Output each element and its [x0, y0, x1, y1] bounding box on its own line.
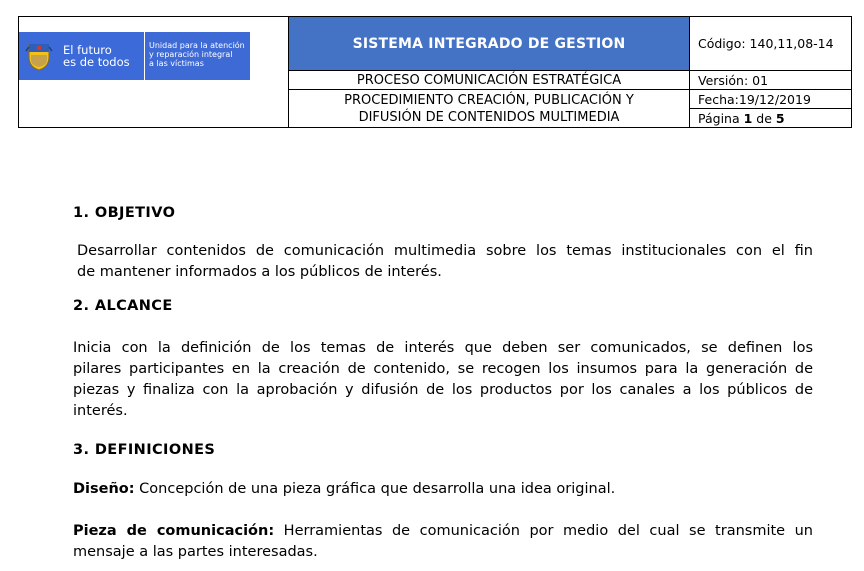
pieza-line-1 [73, 521, 813, 542]
page-mid: de [752, 110, 776, 126]
objetivo-line-2: de mantener informados a los públicos de interés. [77, 264, 442, 280]
alcance-line-2: pilares participantes en la creación de contenido, se recogen los insumos para la generación de [73, 361, 813, 377]
institution-logo [19, 32, 250, 80]
system-title: SISTEMA INTEGRADO DE GESTION [288, 16, 690, 71]
logo-unit-name [145, 32, 250, 80]
logo-subtext-2: y reparación integral [149, 50, 233, 59]
page-prefix: Página [698, 110, 744, 126]
definition-diseno [73, 479, 813, 500]
definition-pieza [73, 521, 813, 563]
section-body-alcance [73, 338, 813, 422]
procedure-line-1: PROCEDIMIENTO CREACIÓN, PUBLICACIÓN Y [344, 92, 634, 108]
section-title-alcance: 2. ALCANCE [73, 298, 173, 314]
process-name: PROCESO COMUNICACIÓN ESTRATÉGICA [288, 70, 690, 90]
alcance-line-3: piezas y finaliza con la aprobación y difusión de los productos por los canales a los públicos de [73, 382, 813, 398]
version-label: Versión: 01 [689, 70, 852, 90]
logo-subtext-1: Unidad para la atención [149, 41, 245, 50]
date-label: Fecha:19/12/2019 [689, 89, 852, 109]
definition-term-diseno: Diseño: [73, 481, 135, 497]
definition-text-pieza-1: Herramientas de comunicación por medio del cual se transmite un [274, 523, 813, 539]
page-total: 5 [775, 110, 785, 126]
procedure-name [288, 89, 690, 128]
logo-subtext-3: a las víctimas [149, 59, 204, 68]
page-number: 1 [743, 110, 753, 126]
alcance-line-4: interés. [73, 403, 128, 419]
logo-divider [144, 39, 145, 73]
alcance-line-1: Inicia con la definición de los temas de interés que deben ser comunicados, se definen los [73, 340, 813, 356]
section-body-objetivo [77, 241, 813, 283]
definition-term-pieza: Pieza de comunicación: [73, 523, 275, 539]
definition-text-pieza-2: mensaje a las partes interesadas. [73, 544, 318, 560]
section-title-objetivo: 1. OBJETIVO [73, 205, 176, 221]
document-code: Código: 140,11,08-14 [689, 16, 852, 71]
logo-line-2: es de todos [63, 55, 130, 69]
logo-tagline [63, 44, 130, 68]
colombia-coat-of-arms-icon [25, 41, 53, 71]
section-title-definiciones: 3. DEFINICIONES [73, 442, 216, 458]
page-indicator [689, 108, 852, 128]
procedure-line-2: DIFUSIÓN DE CONTENIDOS MULTIMEDIA [358, 109, 620, 125]
objetivo-line-1: Desarrollar contenidos de comunicación multimedia sobre los temas institucionales con el fin [77, 243, 813, 259]
logo-line-1: El futuro [63, 43, 112, 57]
definition-text-diseno: Concepción de una pieza gráfica que desarrolla una idea original. [134, 481, 616, 497]
logo-brand-block [19, 32, 144, 80]
